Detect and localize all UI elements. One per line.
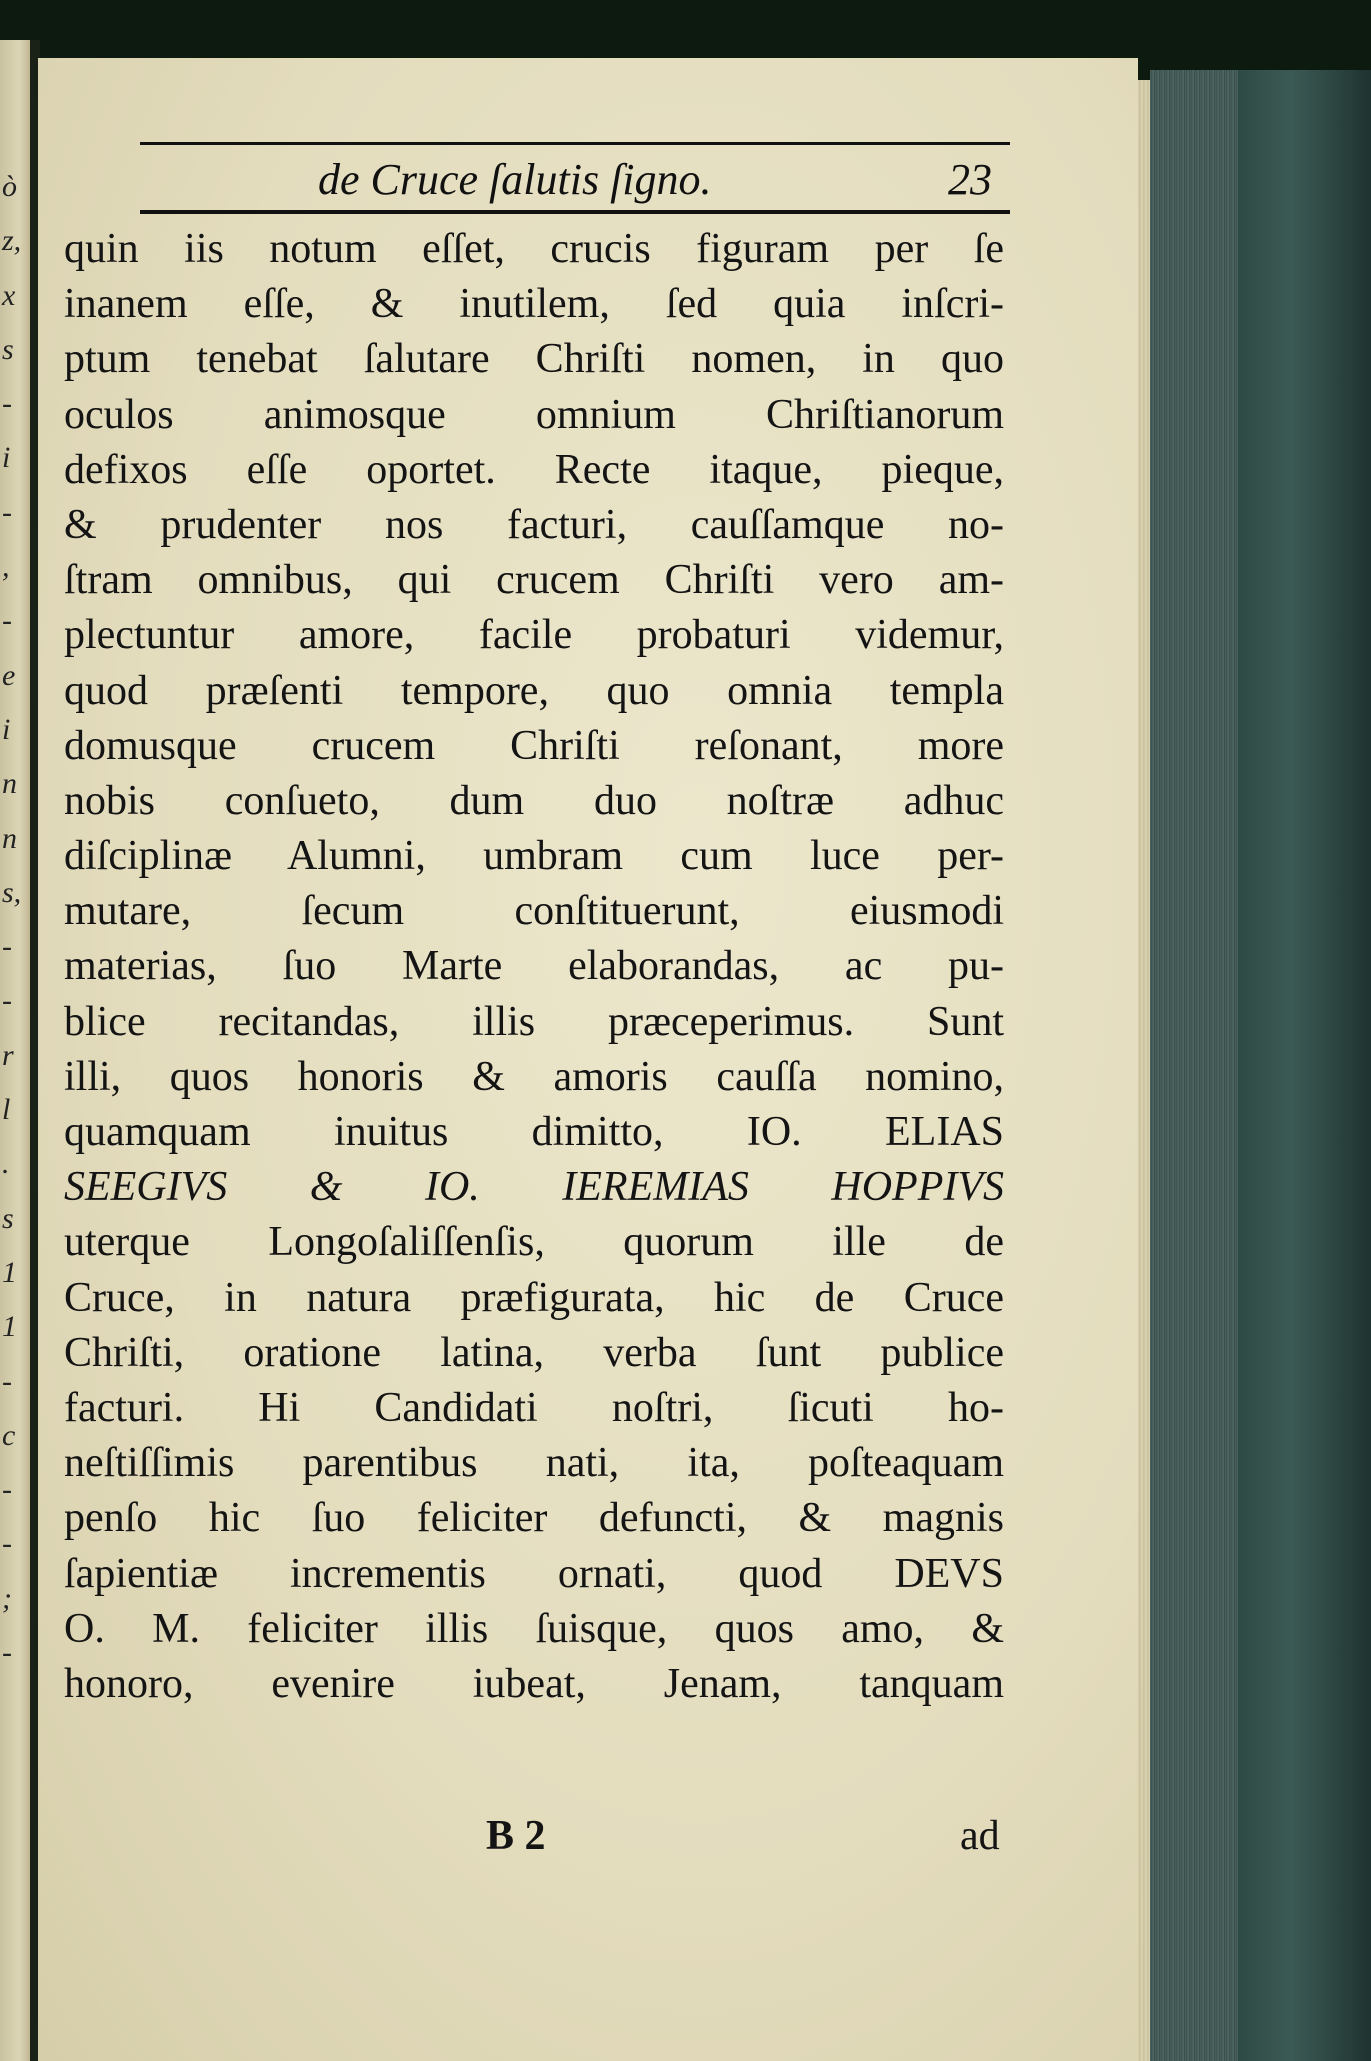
margin-mark: n <box>2 767 17 801</box>
text-line: quamquam inuitus dimitto, IO. ELIAS <box>64 1109 1004 1155</box>
margin-mark: 1 <box>2 1255 17 1289</box>
margin-mark: r <box>2 1038 14 1072</box>
text-line: penſo hic ſuo feliciter defuncti, & magnis <box>64 1495 1004 1542</box>
previous-page-margin-marks <box>0 160 32 1860</box>
margin-mark: - <box>2 604 12 638</box>
margin-mark: i <box>2 712 11 746</box>
margin-mark: . <box>2 1147 10 1181</box>
header-rule-bottom <box>140 210 1010 214</box>
text-line: honoro, evenire iubeat, Jenam, tanquam <box>64 1660 1004 1707</box>
margin-mark: e <box>2 658 16 692</box>
margin-mark: - <box>2 1364 12 1398</box>
margin-mark: x <box>2 278 16 312</box>
margin-mark: l <box>2 1093 11 1127</box>
text-line: quin iis notum eſſet, crucis figuram per ſe <box>64 226 1004 272</box>
margin-mark: - <box>2 1473 12 1507</box>
text-line: ptum tenebat ſalutare Chriſti nomen, in quo <box>64 336 1004 383</box>
header-rule-top <box>140 142 1010 145</box>
margin-mark: - <box>2 1636 12 1670</box>
text-line: SEEGIVS & IO. IEREMIAS HOPPIVS <box>64 1164 1004 1211</box>
text-line: O. M. feliciter illis ſuisque, quos amo, & <box>64 1605 1004 1652</box>
text-line: blice recitandas, illis præceperimus. Sunt <box>64 998 1004 1045</box>
margin-mark: 1 <box>2 1310 17 1344</box>
margin-mark: , <box>2 550 10 584</box>
text-line: uterque Longoſaliſſenſis, quorum ille de <box>64 1219 1004 1266</box>
margin-mark: - <box>2 387 12 421</box>
text-line: inanem eſſe, & inutilem, ſed quia inſcri- <box>64 281 1004 328</box>
text-line: & prudenter nos facturi, cauſſamque no- <box>64 501 1004 548</box>
margin-mark: i <box>2 441 11 475</box>
text-line: plectuntur amore, facile probaturi videmur, <box>64 612 1004 659</box>
running-title: de Cruce ſalutis ſigno. <box>318 155 712 204</box>
catchword: ad <box>960 1813 1000 1859</box>
text-line: nobis conſueto, dum duo noſtræ adhuc <box>64 777 1004 824</box>
text-line: materias, ſuo Marte elaborandas, ac pu- <box>64 943 1004 990</box>
text-line: neſtiſſimis parentibus nati, ita, poſteaquam <box>64 1440 1004 1487</box>
margin-mark: c <box>2 1418 16 1452</box>
margin-mark: ò <box>2 170 17 203</box>
page-number: 23 <box>948 155 992 204</box>
text-line: Chriſti, oratione latina, verba ſunt publice <box>64 1329 1004 1376</box>
text-line: domusque crucem Chriſti reſonant, more <box>64 722 1004 769</box>
margin-mark: - <box>2 495 12 529</box>
text-line: ſtram omnibus, qui crucem Chriſti vero am- <box>64 557 1004 604</box>
margin-mark: ; <box>2 1581 12 1615</box>
text-line: illi, quos honoris & amoris cauſſa nomino, <box>64 1053 1004 1100</box>
body-text <box>64 222 1004 1712</box>
text-line: facturi. Hi Candidati noſtri, ſicuti ho- <box>64 1384 1004 1431</box>
text-line: mutare, ſecum conſtituerunt, eiusmodi <box>64 888 1004 935</box>
book-cover-edge <box>1150 70 1238 2061</box>
text-line: diſciplinæ Alumni, umbram cum luce per- <box>64 833 1004 880</box>
margin-mark: - <box>2 984 12 1018</box>
text-line: Cruce, in natura præfigurata, hic de Cruce <box>64 1274 1004 1321</box>
margin-mark: n <box>2 821 17 855</box>
margin-mark: s <box>2 332 14 366</box>
book-cover <box>1238 70 1371 2061</box>
margin-mark: z, <box>2 224 22 258</box>
text-line: ſapientiæ incrementis ornati, quod DEVS <box>64 1550 1004 1597</box>
margin-mark: - <box>2 1527 12 1561</box>
text-line: oculos animosque omnium Chriſtianorum <box>64 391 1004 438</box>
signature-mark: B 2 <box>486 1813 546 1859</box>
margin-mark: - <box>2 930 12 964</box>
text-line: defixos eſſe oportet. Recte itaque, pieque, <box>64 446 1004 493</box>
margin-mark: s, <box>2 875 22 909</box>
margin-mark: s <box>2 1201 14 1235</box>
text-line: quod præſenti tempore, quo omnia templa <box>64 667 1004 714</box>
